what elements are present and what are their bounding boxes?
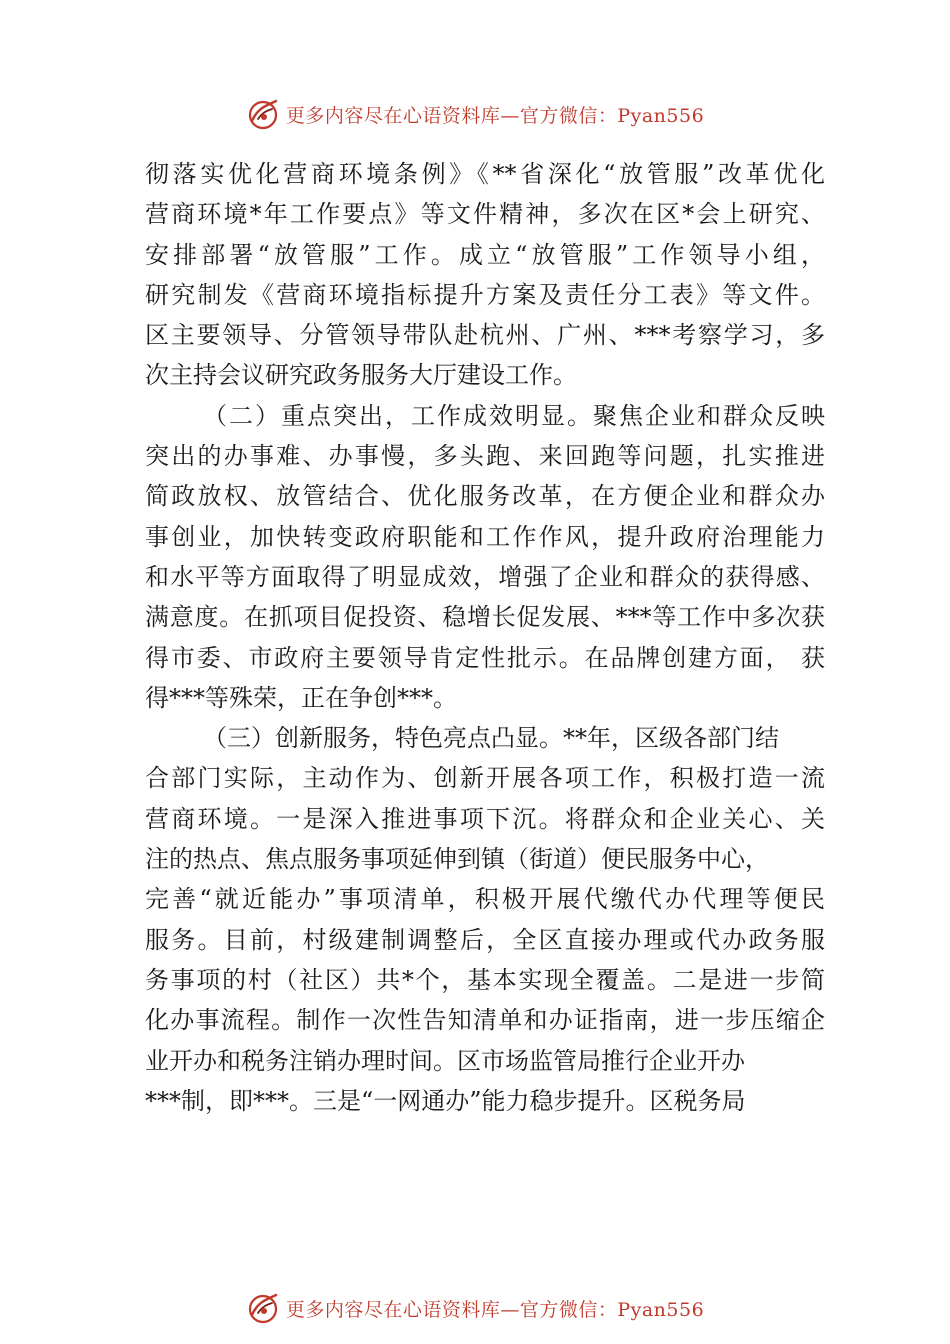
text-line: 合部门实际，主动作为、创新开展各项工作，积极打造一流 [145,764,825,793]
footer-watermark [0,1288,950,1328]
text-line: 得***等殊荣，正在争创***。 [145,683,457,712]
text-line: 注的热点、焦点服务事项延伸到镇（街道）便民服务中心， [145,845,769,874]
text-line: 满意度。在抓项目促投资、稳增长促发展、***等工作中多次获 [145,603,825,632]
brush-logo-icon [246,1291,280,1325]
text-line: 业开办和税务注销办理时间。区市场监管局推行企业开办 [145,1046,745,1075]
text-line: 突出的办事难、办事慢，多头跑、来回跑等问题，扎实推进 [145,442,825,471]
text-line: 营商环境*年工作要点》等文件精神，多次在区*会上研究、 [145,200,825,229]
document-body [145,154,825,1121]
text-line: 次主持会议研究政务服务大厅建设工作。 [145,361,577,390]
text-line: 化办事流程。制作一次性告知清单和办证指南，进一步压缩企 [145,1006,825,1035]
text-line: 完善“就近能办”事项清单，积极开展代缴代办代理等便民 [145,885,825,914]
text-line: 得市委、市政府主要领导肯定性批示。在品牌创建方面， 获 [145,643,825,672]
watermark-text: 更多内容尽在心语资料库—官方微信：Pyan556 [285,1298,705,1321]
text-line: 研究制发《营商环境指标提升方案及责任分工表》等文件。 [145,280,825,309]
text-line: 务事项的村（社区）共*个，基本实现全覆盖。二是进一步简 [145,965,825,994]
text-line: 安排部署“放管服”工作。成立“放管服”工作领导小组， [145,240,825,269]
text-line: 区主要领导、分管领导带队赴杭州、广州、***考察学习，多 [145,321,825,350]
text-line: 和水平等方面取得了明显成效，增强了企业和群众的获得感、 [145,562,825,591]
text-line: 彻落实优化营商环境条例》《**省深化“放管服”改革优化 [145,160,825,188]
text-line: （三）创新服务，特色亮点凸显。**年，区级各部门结 [203,724,779,753]
text-line: 营商环境。一是深入推进事项下沉。将群众和企业关心、关 [145,804,825,833]
text-line: 事创业，加快转变政府职能和工作作风，提升政府治理能力 [145,522,825,551]
text-line: （二）重点突出，工作成效明显。聚焦企业和群众反映 [203,401,825,430]
brush-logo-icon [246,97,280,131]
text-line: ***制，即***。三是“一网通办”能力稳步提升。区税务局 [145,1086,746,1115]
watermark-text: 更多内容尽在心语资料库—官方微信：Pyan556 [285,104,705,127]
header-watermark [0,94,950,134]
text-line: 简政放权、放管结合、优化服务改革，在方便企业和群众办 [145,482,825,511]
text-line: 服务。目前，村级建制调整后，全区直接办理或代办政务服 [145,925,825,954]
